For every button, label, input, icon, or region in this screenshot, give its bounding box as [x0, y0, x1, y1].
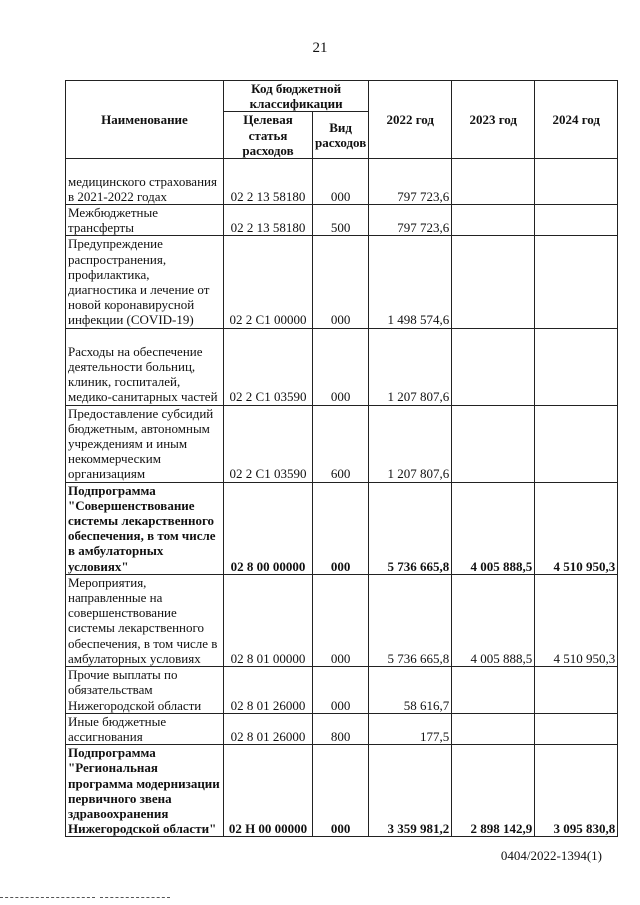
- budget-table: [65, 80, 618, 837]
- table-row: [66, 205, 618, 236]
- row-code: 02 8 00 00000: [224, 482, 313, 574]
- row-code: 02 2 13 58180: [224, 159, 313, 205]
- row-2022: 5 736 665,8: [369, 574, 452, 666]
- row-2022: 1 498 574,6: [369, 236, 452, 328]
- row-2024: [535, 236, 618, 328]
- table-row: [66, 405, 618, 482]
- row-2024: [535, 713, 618, 744]
- row-2023: [452, 205, 535, 236]
- row-code: 02 2 C1 03590: [224, 328, 313, 405]
- header-2022: 2022 год: [369, 81, 452, 159]
- header-target: Целевая статья расходов: [224, 112, 313, 159]
- row-name: Подпрограмма "Региональная программа модернизации первичного звена здравоохранения Нижегородской области": [66, 745, 224, 837]
- row-2023: [452, 667, 535, 714]
- row-code: 02 2 C1 00000: [224, 236, 313, 328]
- row-name: Предупреждение распространения, профилактика, диагностика и лечение от новой коронавирусной инфекции (COVID-19): [66, 236, 224, 328]
- row-2023: 4 005 888,5: [452, 482, 535, 574]
- row-name: медицинского страхования в 2021-2022 годах: [66, 159, 224, 205]
- row-2022: 5 736 665,8: [369, 482, 452, 574]
- page-number: 21: [312, 40, 328, 56]
- row-kind: 000: [313, 236, 369, 328]
- row-2023: 2 898 142,9: [452, 745, 535, 837]
- table-row: [66, 159, 618, 205]
- row-kind: 000: [313, 328, 369, 405]
- row-name: Мероприятия, направленные на совершенствование системы лекарственного обеспечения, в том числе в амбулаторных условиях: [66, 574, 224, 666]
- table-row: [66, 328, 618, 405]
- row-2024: [535, 159, 618, 205]
- row-2022: 797 723,6: [369, 159, 452, 205]
- row-2023: [452, 159, 535, 205]
- header-bcc: Код бюджетной классификации: [224, 81, 369, 112]
- row-kind: 000: [313, 667, 369, 714]
- row-2023: [452, 713, 535, 744]
- row-code: 02 Н 00 00000: [224, 745, 313, 837]
- row-code: 02 2 C1 03590: [224, 405, 313, 482]
- row-kind: 000: [313, 159, 369, 205]
- row-kind: 500: [313, 205, 369, 236]
- row-2022: 3 359 981,2: [369, 745, 452, 837]
- row-2022: 1 207 807,6: [369, 328, 452, 405]
- row-2023: [452, 328, 535, 405]
- row-kind: 600: [313, 405, 369, 482]
- footer-rule: [0, 897, 95, 898]
- row-2022: 58 616,7: [369, 667, 452, 714]
- row-name: Расходы на обеспечение деятельности больниц, клиник, госпиталей, медико-санитарных частей: [66, 328, 224, 405]
- table-row: [66, 574, 618, 666]
- row-name: Подпрограмма "Совершенствование системы лекарственного обеспечения, в том числе в амбулаторных условиях": [66, 482, 224, 574]
- table-header: [66, 81, 618, 159]
- row-code: 02 8 01 26000: [224, 667, 313, 714]
- row-2022: 1 207 807,6: [369, 405, 452, 482]
- row-kind: 000: [313, 745, 369, 837]
- row-2022: 177,5: [369, 713, 452, 744]
- row-name: Иные бюджетные ассигнования: [66, 713, 224, 744]
- row-name: Межбюджетные трансферты: [66, 205, 224, 236]
- row-name: Прочие выплаты по обязательствам Нижегородской области: [66, 667, 224, 714]
- table-row: [66, 236, 618, 328]
- row-2023: 4 005 888,5: [452, 574, 535, 666]
- row-2024: 4 510 950,3: [535, 482, 618, 574]
- header-kind: Вид расходов: [313, 112, 369, 159]
- row-name: Предоставление субсидий бюджетным, автономным учреждениям и иным некоммерческим организациям: [66, 405, 224, 482]
- row-2024: [535, 205, 618, 236]
- header-2024: 2024 год: [535, 81, 618, 159]
- row-code: 02 2 13 58180: [224, 205, 313, 236]
- row-kind: 000: [313, 482, 369, 574]
- row-2024: 3 095 830,8: [535, 745, 618, 837]
- document-number: 0404/2022-1394(1): [500, 848, 602, 863]
- row-2023: [452, 236, 535, 328]
- row-code: 02 8 01 26000: [224, 713, 313, 744]
- table-row-subprogram: [66, 482, 618, 574]
- row-2024: [535, 328, 618, 405]
- table-row-subprogram: [66, 745, 618, 837]
- row-2024: [535, 405, 618, 482]
- table-row: [66, 713, 618, 744]
- row-code: 02 8 01 00000: [224, 574, 313, 666]
- footer-rule: [100, 897, 170, 898]
- header-name: Наименование: [66, 81, 224, 159]
- row-kind: 000: [313, 574, 369, 666]
- table-row: [66, 667, 618, 714]
- header-2023: 2023 год: [452, 81, 535, 159]
- row-2024: 4 510 950,3: [535, 574, 618, 666]
- row-2023: [452, 405, 535, 482]
- row-2022: 797 723,6: [369, 205, 452, 236]
- row-kind: 800: [313, 713, 369, 744]
- row-2024: [535, 667, 618, 714]
